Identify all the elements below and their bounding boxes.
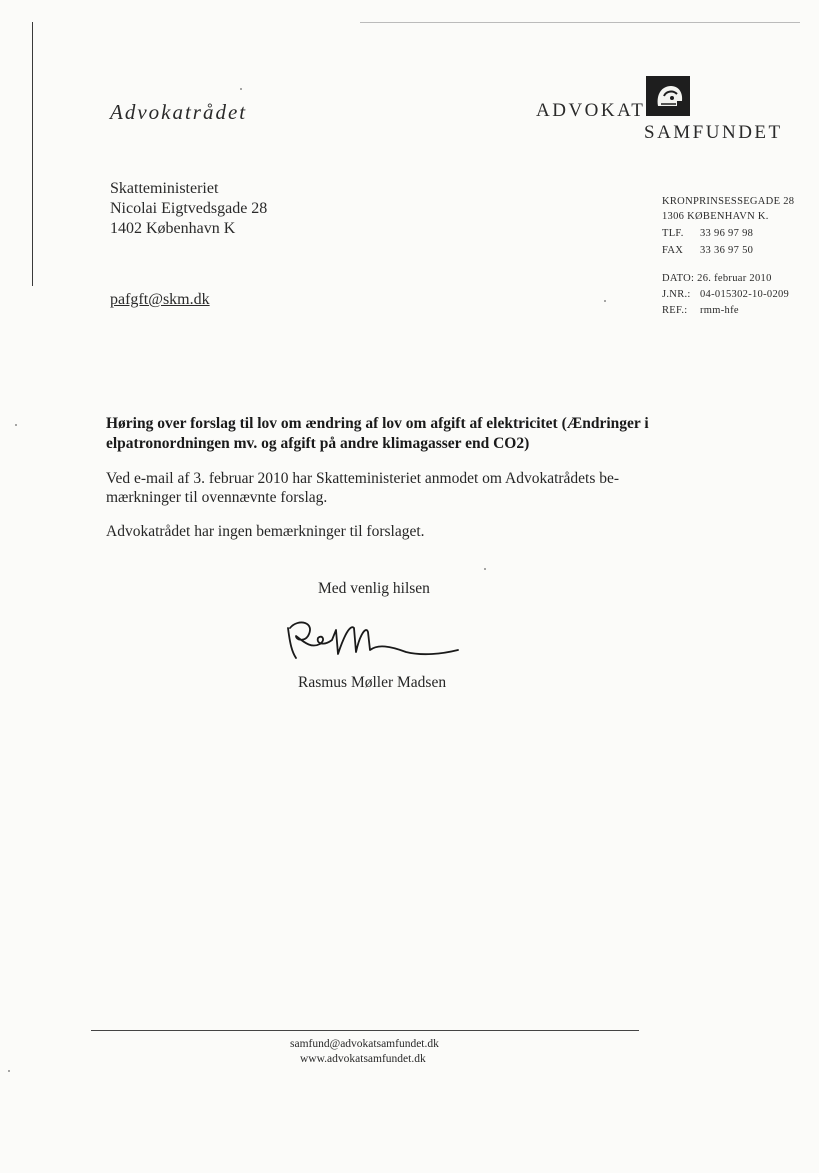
logo-text-line2: SAMFUNDET [644,122,783,143]
helmet-logo-icon [646,76,690,116]
body-paragraph1-line1: Ved e-mail af 3. februar 2010 har Skatteministeriet anmodet om Advokatrådets be- [106,470,620,487]
ref-label: REF.: [662,305,688,316]
letter-date: DATO: 26. februar 2010 [662,273,772,284]
sender-city: 1306 KØBENHAVN K. [662,211,769,222]
sender-street: KRONPRINSESSEGADE 28 [662,196,795,207]
footer-divider [91,1030,639,1031]
scan-speck [8,1070,10,1072]
recipient-name: Skatteministeriet [110,180,219,197]
jnr-label: J.NR.: [662,289,691,300]
logo-text-line1: ADVOKAT [536,100,646,121]
body-paragraph2: Advokatrådet har ingen bemærkninger til forslaget. [106,523,425,540]
recipient-email-link[interactable]: pafgft@skm.dk [110,291,210,308]
letterhead-org-name: Advokatrådet [110,100,248,124]
ref-value: rmm-hfe [700,305,739,316]
tlf-label: TLF. [662,228,684,239]
signatory-name: Rasmus Møller Madsen [298,674,447,691]
scan-speck [15,424,17,426]
recipient-city: 1402 København K [110,220,236,237]
scan-speck [240,88,242,90]
scan-speck [484,568,486,570]
closing-greeting: Med venlig hilsen [318,580,430,597]
footer-website[interactable]: www.advokatsamfundet.dk [300,1053,426,1065]
scan-margin-line [32,22,33,286]
footer-email[interactable]: samfund@advokatsamfundet.dk [290,1038,439,1050]
handwritten-signature [282,614,462,670]
scan-speck [604,300,606,302]
fax-label: FAX [662,245,684,256]
letter-subject: Høring over forslag til lov om ændring af lov om afgift af elektricitet (Ændringer i elpatronordningen mv. og afgift på andre klimagasser end CO2) [106,415,649,452]
scan-top-edge [360,22,800,23]
jnr-value: 04-015302-10-0209 [700,289,790,300]
body-paragraph1-line2: mærkninger til ovennævnte forslag. [106,489,328,506]
fax-value: 33 36 97 50 [700,245,754,256]
tlf-value: 33 96 97 98 [700,228,754,239]
recipient-street: Nicolai Eigtvedsgade 28 [110,200,268,217]
